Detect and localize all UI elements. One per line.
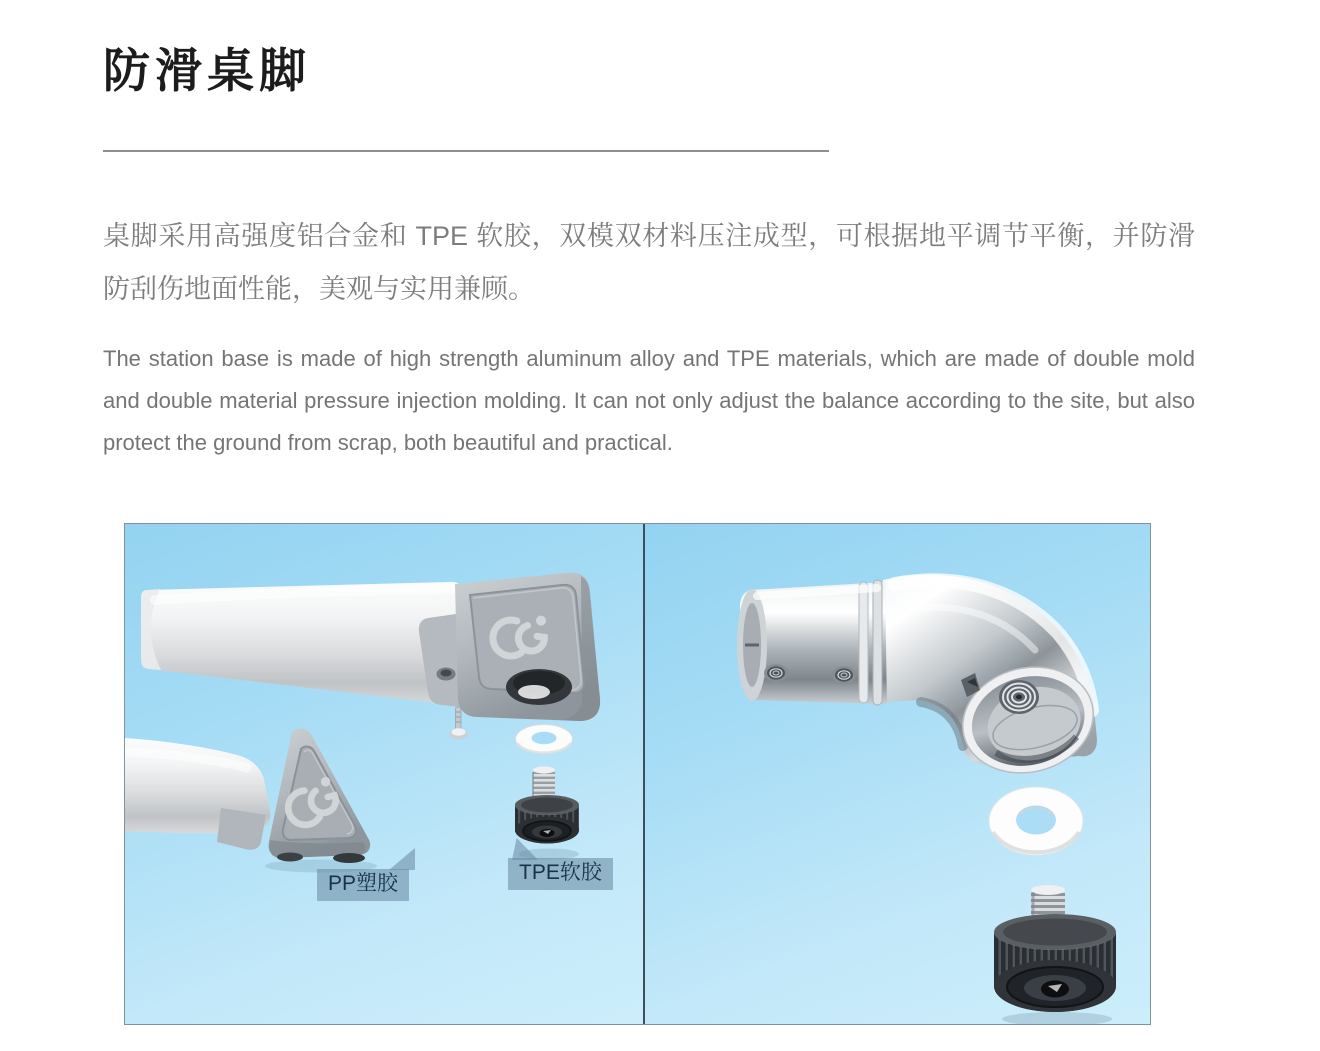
washer bbox=[989, 787, 1083, 855]
threaded-hole bbox=[832, 666, 856, 684]
threaded-hole bbox=[764, 664, 788, 682]
elbow-foot-exploded-illustration bbox=[645, 524, 1150, 1024]
washer bbox=[516, 725, 573, 754]
figure-panel-right bbox=[645, 524, 1150, 1024]
table-leg-exploded-illustration bbox=[125, 524, 643, 1024]
adjustable-foot bbox=[994, 885, 1116, 1024]
label-pp-text: PP塑胶 bbox=[328, 872, 399, 895]
label-pp-plastic bbox=[317, 869, 409, 901]
bottom-leg-assembly bbox=[125, 728, 377, 872]
chrome-elbow bbox=[737, 575, 1105, 787]
label-tpe-text: TPE软胶 bbox=[519, 861, 602, 884]
label-tpe-soft-rubber bbox=[508, 858, 613, 890]
threaded-bore bbox=[999, 680, 1039, 714]
tpe-foot bbox=[515, 766, 579, 859]
title-divider bbox=[103, 150, 829, 152]
page-title: 防滑桌脚 bbox=[103, 44, 311, 97]
product-figure bbox=[124, 523, 1151, 1025]
description-chinese: 桌脚采用高强度铝合金和 TPE 软胶，双模双材料压注成型，可根据地平调节平衡，并防滑防刮伤地面性能，美观与实用兼顾。 bbox=[103, 221, 1195, 304]
description-english: The station base is made of high strength aluminum alloy and TPE materials, which are made of double mold and double material pressure injection molding. It can not only adjust the balance according to the site, but also protect the ground from scrap, both beautiful and practical. bbox=[103, 346, 1195, 455]
figure-panel-left bbox=[125, 524, 643, 1024]
